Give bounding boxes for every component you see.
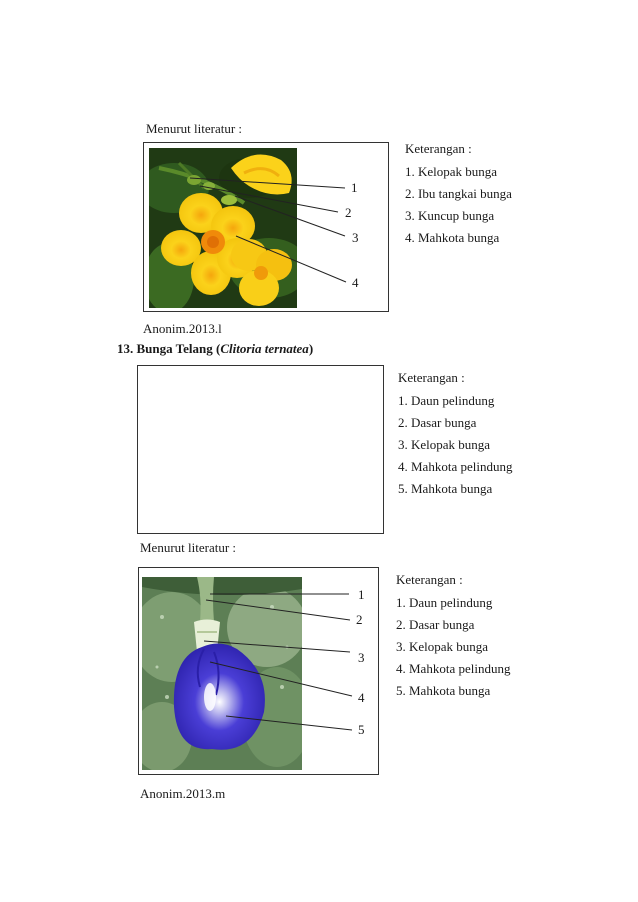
label-4: 4 xyxy=(352,275,359,290)
literatur-label-2: Menurut literatur : xyxy=(140,540,237,555)
source-caption-2: Anonim.2013.m xyxy=(140,786,226,801)
legend-item: 5. Mahkota bunga xyxy=(398,481,493,496)
heading-species: Clitoria ternatea xyxy=(220,341,309,356)
legend-item: 3. Kelopak bunga xyxy=(396,639,489,654)
label-1: 1 xyxy=(358,587,365,602)
label-1: 1 xyxy=(351,180,358,195)
label-3: 3 xyxy=(358,650,365,665)
legend-item: 4. Mahkota pelindung xyxy=(396,661,511,676)
label-2: 2 xyxy=(345,205,352,220)
legend-item: 3. Kuncup bunga xyxy=(405,208,495,223)
legend-item: 2. Ibu tangkai bunga xyxy=(405,186,512,201)
label-2: 2 xyxy=(356,612,363,627)
label-3: 3 xyxy=(352,230,359,245)
legend-title-3: Keterangan : xyxy=(396,572,463,587)
literatur-label-1: Menurut literatur : xyxy=(146,121,243,136)
legend-item: 2. Dasar bunga xyxy=(396,617,475,632)
legend-item: 4. Mahkota pelindung xyxy=(398,459,513,474)
label-5: 5 xyxy=(358,722,365,737)
legend-item: 2. Dasar bunga xyxy=(398,415,477,430)
legend-item: 5. Mahkota bunga xyxy=(396,683,491,698)
heading-close: ) xyxy=(308,341,314,356)
legend-title-1: Keterangan : xyxy=(405,141,472,156)
source-caption-1: Anonim.2013.l xyxy=(143,321,222,336)
legend-item: 1. Daun pelindung xyxy=(398,393,495,408)
label-4: 4 xyxy=(358,690,365,705)
legend-item: 1. Kelopak bunga xyxy=(405,164,498,179)
legend-item: 3. Kelopak bunga xyxy=(398,437,491,452)
legend-title-2: Keterangan : xyxy=(398,370,465,385)
heading-text: 13. Bunga Telang ( xyxy=(117,341,221,356)
legend-item: 4. Mahkota bunga xyxy=(405,230,500,245)
legend-item: 1. Daun pelindung xyxy=(396,595,493,610)
